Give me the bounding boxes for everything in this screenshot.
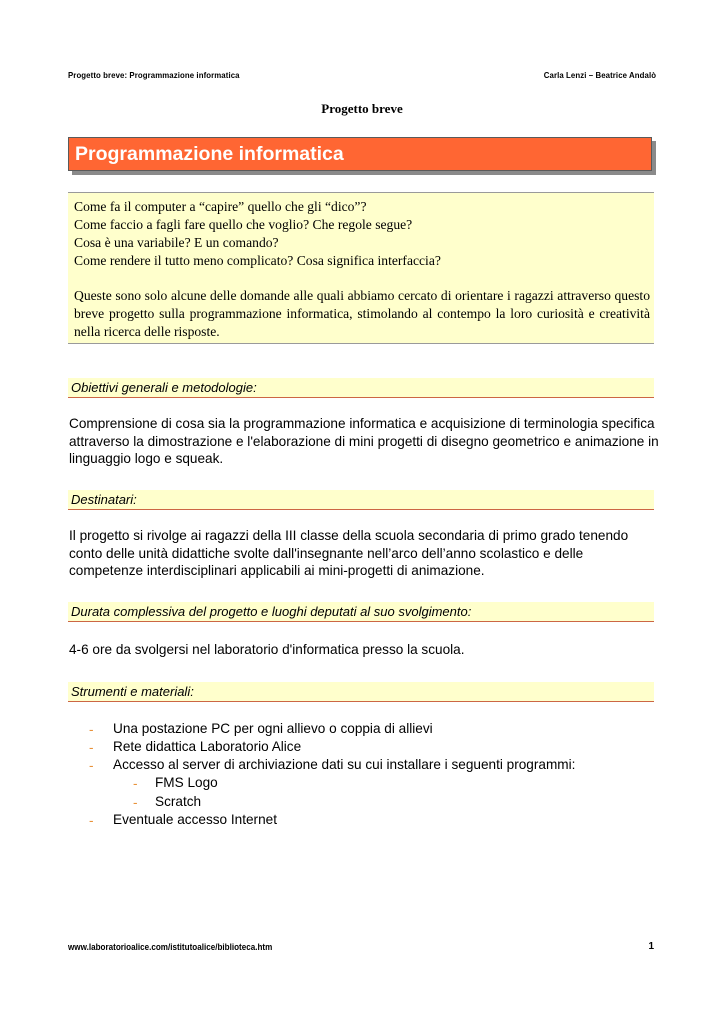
list-item-text: Eventuale accesso Internet [113,812,277,827]
sub-list-item-text: Scratch [155,794,202,809]
section-heading-audience: Destinatari: [71,492,137,507]
section-heading-duration: Durata complessiva del progetto e luoghi deputati al suo svolgimento: [71,604,472,619]
section-heading-bar [68,490,654,510]
dash-bullet-icon: - [89,740,94,755]
dash-bullet-icon: - [133,776,138,791]
list-item [89,812,94,830]
section-heading-materials: Strumenti e materiali: [71,684,194,699]
section-text-objectives: Comprensione di cosa sia la programmazione informatica e acquisizione di terminologia specifica attraverso la dimostrazione e l'elaborazione di mini progetti di disegno geometrico e animazione in linguaggio logo e squeak. [69,416,659,467]
running-header-authors: Carla Lenzi – Beatrice Andalò [543,70,656,80]
list-item [89,757,94,775]
list-item [89,721,94,739]
page-title: Programmazione informatica [75,143,344,165]
intro-question: Come fa il computer a “capire” quello che gli “dico”? [74,199,367,214]
intro-question: Cosa è una variabile? E un comando? [74,235,279,250]
intro-question: Come faccio a fagli fare quello che voglio? Che regole segue? [74,217,413,232]
list-item-text: Accesso al server di archiviazione dati su cui installare i seguenti programmi: [113,757,576,772]
dash-bullet-icon: - [133,795,138,810]
sub-list-item [133,775,138,793]
page-number: 1 [648,941,654,952]
list-item-text: Una postazione PC per ogni allievo o coppia di allievi [113,721,433,736]
sub-list-item-text: FMS Logo [155,775,218,790]
dash-bullet-icon: - [89,813,94,828]
dash-bullet-icon: - [89,758,94,773]
section-text-audience: Il progetto si rivolge ai ragazzi della III classe della scuola secondaria di primo grado tenendo conto delle unità didattiche svolte dall'insegnante nell’arco dell’anno scolastico e delle competenze interdisciplinari applicabili ai mini-progetti di animazione. [69,528,629,579]
list-item-text: Rete didattica Laboratorio Alice [113,739,302,754]
sub-list-item [133,794,138,812]
footer-url: www.laboratorioalice.com/istitutoalice/biblioteca.htm [68,942,273,952]
document-kicker: Progetto breve [321,101,403,116]
section-heading-objectives: Obiettivi generali e metodologie: [71,380,257,395]
list-item [89,739,94,757]
intro-paragraph: Queste sono solo alcune delle domande alle quali abbiamo cercato di orientare i ragazzi attraverso questo breve progetto sulla programmazione informatica, stimolando al contempo la loro curiosità e creatività nella ricerca delle risposte. [74,288,650,339]
dash-bullet-icon: - [89,722,94,737]
running-header-title: Progetto breve: Programmazione informatica [68,70,240,80]
section-text-duration: 4-6 ore da svolgersi nel laboratorio d'informatica presso la scuola. [69,642,465,657]
intro-question: Come rendere il tutto meno complicato? Cosa significa interfaccia? [74,253,441,268]
